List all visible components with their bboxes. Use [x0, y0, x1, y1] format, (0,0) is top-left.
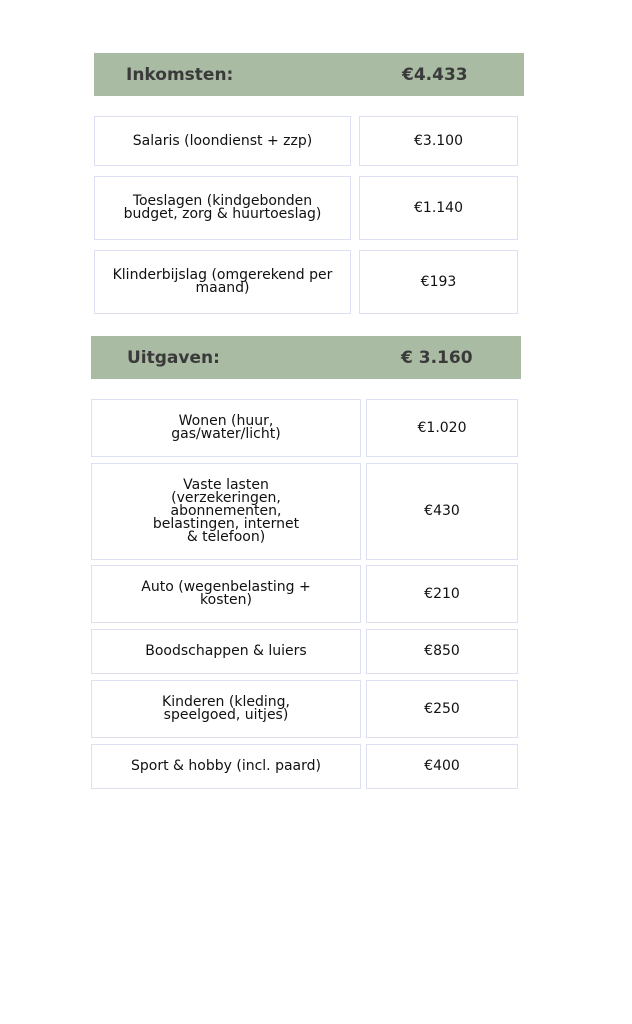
- expense-row-amount: €850: [366, 629, 518, 674]
- income-title: Inkomsten:: [126, 64, 234, 85]
- expense-row-label: Sport & hobby (incl. paard): [91, 744, 361, 789]
- expense-row-label: Kinderen (kleding, speelgoed, uitjes): [91, 680, 361, 738]
- income-row-label: Klinderbijslag (omgerekend per maand): [94, 250, 351, 314]
- expense-row-label: Boodschappen & luiers: [91, 629, 361, 674]
- expense-row-label: Auto (wegenbelasting + kosten): [91, 565, 361, 623]
- expense-row-amount: €1.020: [366, 399, 518, 457]
- expense-row-amount: €250: [366, 680, 518, 738]
- income-total: €4.433: [402, 64, 468, 85]
- expense-row-label: Vaste lasten (verzekeringen, abonnementen, belastingen, internet & telefoon): [91, 463, 361, 560]
- income-row-amount: €1.140: [359, 176, 518, 240]
- income-header: [94, 53, 524, 96]
- expense-row-amount: €210: [366, 565, 518, 623]
- expense-row-amount: €430: [366, 463, 518, 560]
- expense-row-label: Wonen (huur, gas/water/licht): [91, 399, 361, 457]
- income-row-label: Salaris (loondienst + zzp): [94, 116, 351, 166]
- expenses-total: € 3.160: [401, 347, 473, 368]
- expenses-title: Uitgaven:: [127, 347, 220, 368]
- expenses-header: [91, 336, 521, 379]
- income-row-amount: €3.100: [359, 116, 518, 166]
- income-row-amount: €193: [359, 250, 518, 314]
- expense-row-amount: €400: [366, 744, 518, 789]
- income-row-label: Toeslagen (kindgebonden budget, zorg & huurtoeslag): [94, 176, 351, 240]
